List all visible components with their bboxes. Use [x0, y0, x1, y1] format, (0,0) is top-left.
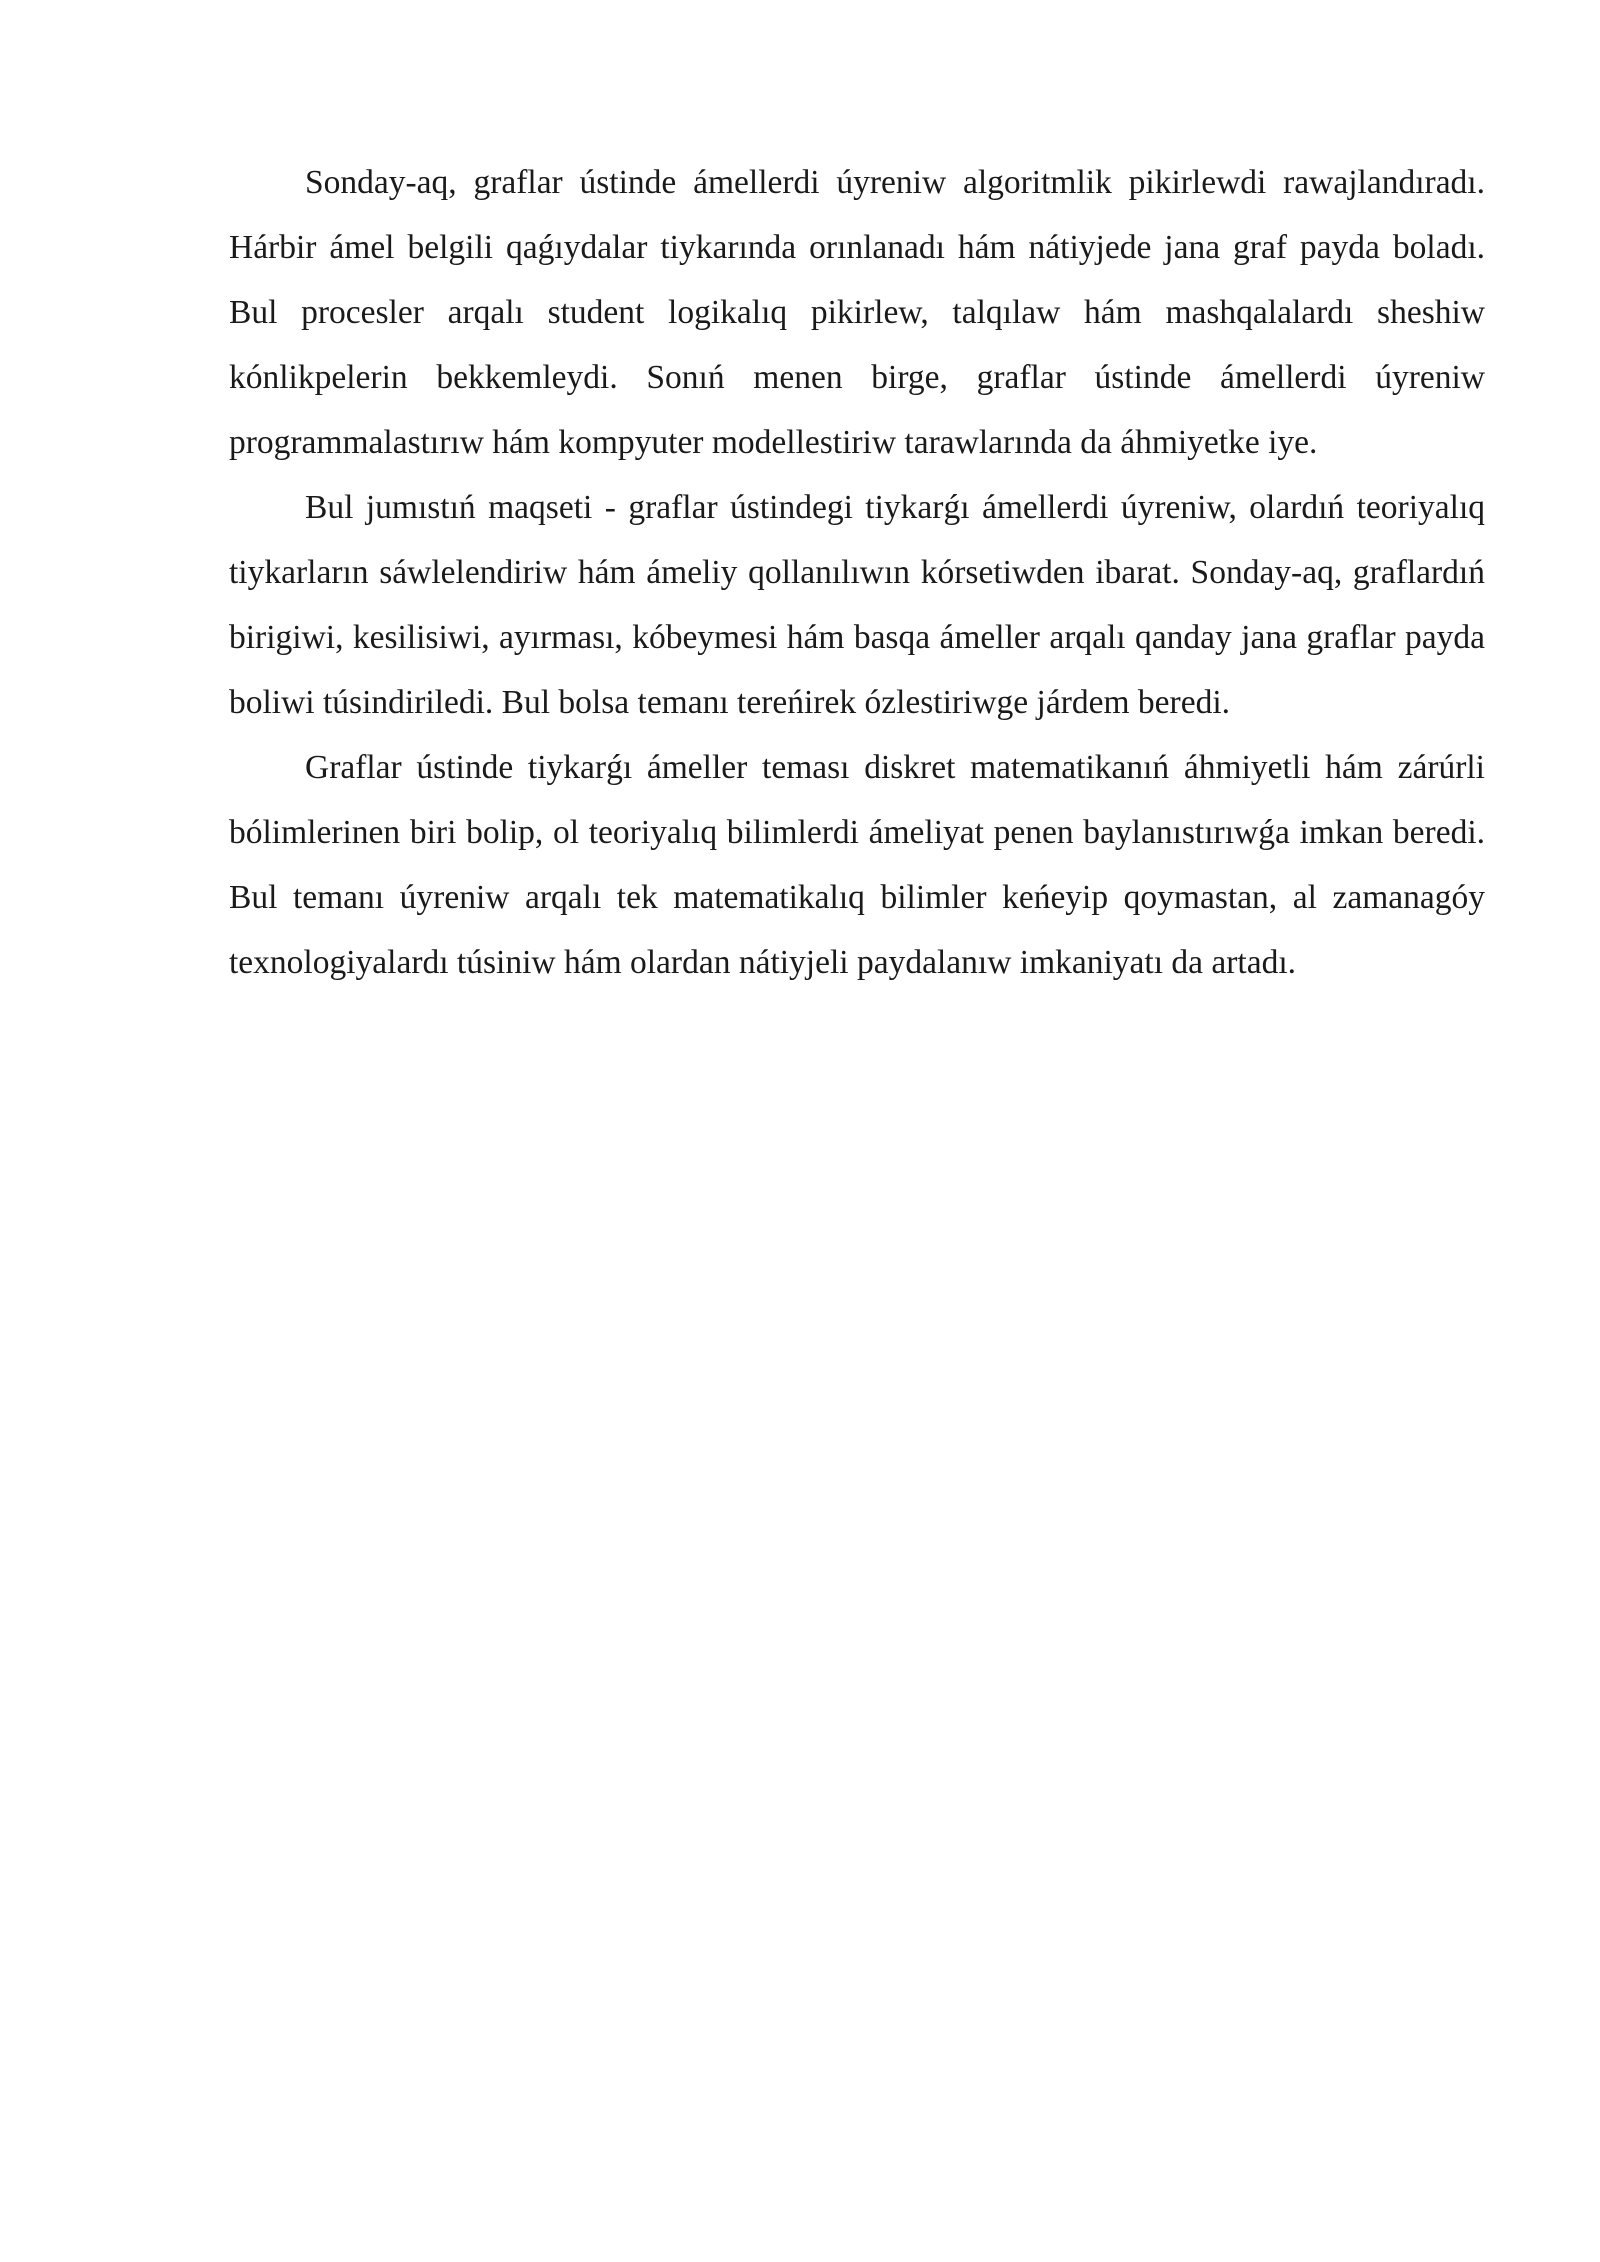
paragraph-1: Sonday-aq, graflar ústinde ámellerdi úyreniw algoritmlik pikirlewdi rawajlandıradı. Hárbir ámel belgili qaǵıydalar tiykarında orınlanadı hám nátiyjede jana graf payda boladı. Bul procesler arqalı student logikalıq pikirlew, talqılaw hám mashqalalardı sheshiw kónlikpelerin bekkemleydi. Sonıń menen birge, graflar ústinde ámellerdi úyreniw programmalastırıw hám kompyuter modellestiriw tarawlarında da áhmiyetke iye. [229, 164, 1485, 461]
paragraph-3: Graflar ústinde tiykarǵı ámeller teması diskret matematikanıń áhmiyetli hám zárúrli bólimlerinen biri bolip, ol teoriyalıq bilimlerdi ámeliyat penen baylanıstırıwǵa imkan beredi. Bul temanı úyreniw arqalı tek matematikalıq bilimler keńeyip qoymastan, al zamanagóy texnologiyalardı túsiniw hám olardan nátiyjeli paydalanıw imkaniyatı da artadı. [229, 749, 1485, 981]
paragraph-2: Bul jumıstıń maqseti - graflar ústindegi tiykarǵı ámellerdi úyreniw, olardıń teoriyalıq tiykarların sáwlelendiriw hám ámeliy qollanılıwın kórsetiwden ibarat. Sonday-aq, graflardıń birigiwi, kesilisiwi, ayırması, kóbeymesi hám basqa ámeller arqalı qanday jana graflar payda boliwi túsindiriledi. Bul bolsa temanı tereńirek ózlestiriwge járdem beredi. [229, 489, 1485, 721]
body-text [229, 150, 1485, 995]
